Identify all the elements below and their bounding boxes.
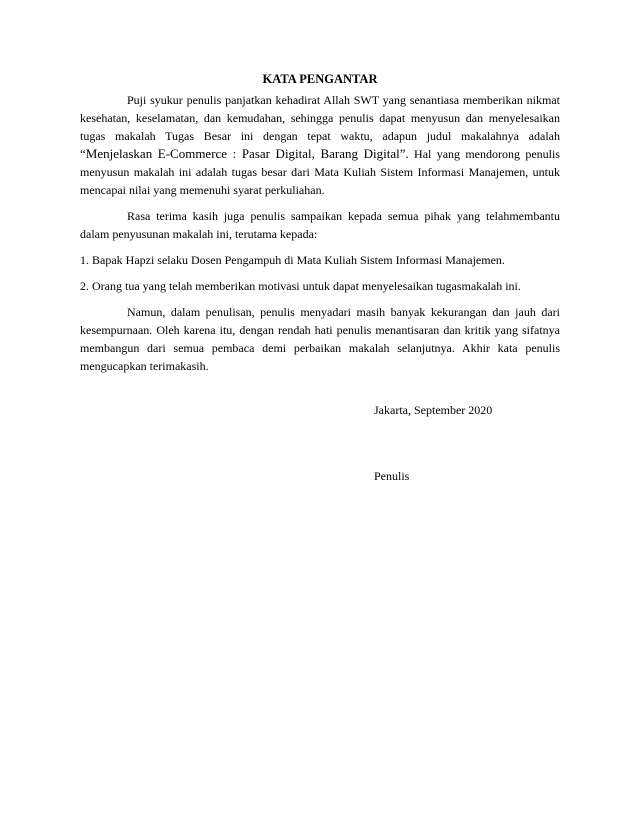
paragraph-intro [80,91,560,199]
list-item-2: 2. Orang tua yang telah memberikan motivasi untuk dapat menyelesaikan tugasmakalah ini. [80,279,521,293]
place-date: Jakarta, September 2020 [374,403,493,417]
document-title: KATA PENGANTAR [262,72,378,86]
paper-title-quote: “Menjelaskan E-Commerce : Pasar Digital, Barang Digital”. [80,146,409,161]
paragraph-thanks: Rasa terima kasih juga penulis sampaikan kepada semua pihak yang telahmembantu dalam penyusunan makalah ini, terutama kepada: [80,209,560,241]
list-item-1: 1. Bapak Hapzi selaku Dosen Pengampuh di Mata Kuliah Sistem Informasi Manajemen. [80,253,505,267]
author-signature: Penulis [374,469,410,483]
paragraph-intro-continuation: Hal yang mendorong penulis menyusun makalah ini adalah tugas besar dari Mata Kuliah Sistem Informasi Manajemen, untuk mencapai nilai yang memenuhi syarat perkuliahan. [80,147,560,197]
paragraph-closing: Namun, dalam penulisan, penulis menyadari masih banyak kekurangan dan jauh dari kesempurnaan. Oleh karena itu, dengan rendah hati penulis menantisaran dan kritik yang sifatnya membangun dari semua pembaca demi perbaikan makalah selanjutnya. Akhir kata penulis mengucapkan terimakasih. [80,305,560,373]
paragraph-intro-text: Puji syukur penulis panjatkan kehadirat Allah SWT yang senantiasa memberikan nikmat kesehatan, keselamatan, dan kemudahan, sehingga penulis dapat menyusun dan menyelesaikan tugas makalah Tugas Besar ini dengan tepat waktu, adapun judul makalahnya adalah [80,93,560,143]
